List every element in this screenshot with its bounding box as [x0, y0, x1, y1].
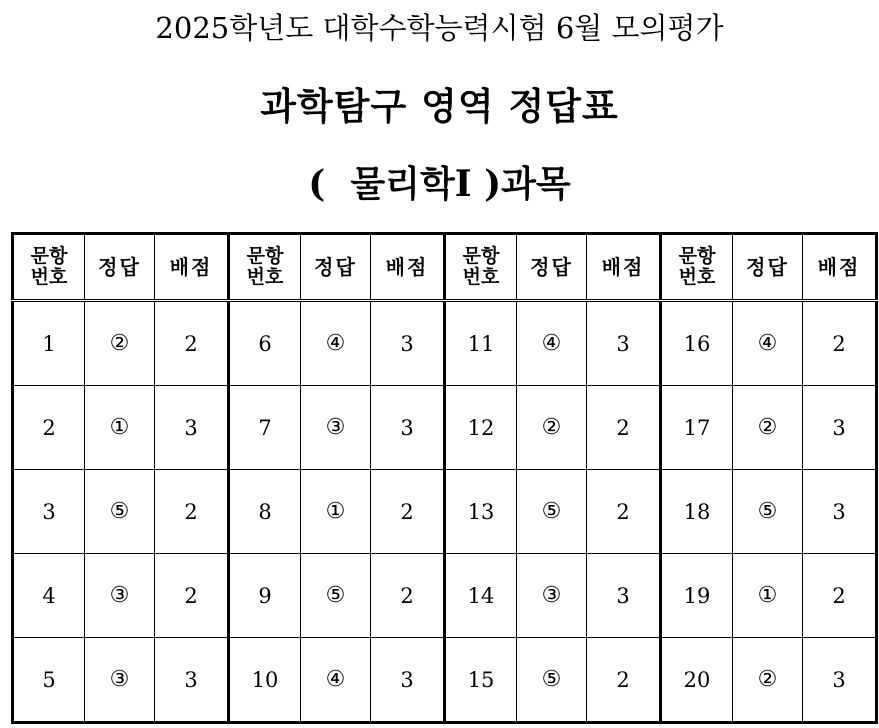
score-cell: 2 [587, 386, 661, 470]
answer-cell: ① [301, 470, 371, 554]
header-score: 배점 [803, 234, 877, 301]
question-number-cell: 20 [661, 638, 733, 723]
exam-title: 2025학년도 대학수학능력시험 6월 모의평가 [155, 11, 724, 45]
answer-table [11, 232, 878, 724]
score-cell: 3 [803, 470, 877, 554]
header-question-number [13, 234, 85, 301]
header-score: 배점 [371, 234, 445, 301]
question-number-cell: 7 [229, 386, 301, 470]
table-row [13, 554, 877, 638]
header-question-number-line1: 문항 [30, 245, 68, 267]
answer-cell: ④ [301, 638, 371, 723]
question-number-cell: 11 [445, 301, 517, 386]
answer-cell: ③ [517, 554, 587, 638]
header-row [13, 234, 877, 301]
header-answer: 정답 [517, 234, 587, 301]
header-question-number [445, 234, 517, 301]
score-cell: 2 [155, 301, 229, 386]
score-cell: 3 [587, 301, 661, 386]
table-row [13, 470, 877, 554]
answer-body [13, 301, 877, 723]
score-cell: 2 [803, 301, 877, 386]
question-number-cell: 9 [229, 554, 301, 638]
question-number-cell: 18 [661, 470, 733, 554]
table-row [13, 638, 877, 723]
section-title: 과학탐구 영역 정답표 [260, 84, 619, 128]
answer-cell: ⑤ [517, 638, 587, 723]
header-question-number-line2: 번호 [30, 266, 68, 288]
header-answer: 정답 [301, 234, 371, 301]
answer-cell: ⑤ [517, 470, 587, 554]
question-number-cell: 1 [13, 301, 85, 386]
answer-cell: ② [733, 386, 803, 470]
answer-cell: ③ [85, 638, 155, 723]
header-answer: 정답 [733, 234, 803, 301]
score-cell: 2 [371, 554, 445, 638]
header-question-number [661, 234, 733, 301]
answer-cell: ④ [517, 301, 587, 386]
question-number-cell: 16 [661, 301, 733, 386]
score-cell: 2 [155, 470, 229, 554]
question-number-cell: 8 [229, 470, 301, 554]
score-cell: 3 [803, 386, 877, 470]
header-question-number-line2: 번호 [246, 266, 284, 288]
answer-cell: ① [85, 386, 155, 470]
table-row [13, 386, 877, 470]
answer-cell: ⑤ [301, 554, 371, 638]
question-number-cell: 13 [445, 470, 517, 554]
score-cell: 3 [803, 638, 877, 723]
score-cell: 2 [803, 554, 877, 638]
score-cell: 2 [155, 554, 229, 638]
score-cell: 2 [587, 638, 661, 723]
header-question-number-line1: 문항 [678, 245, 716, 267]
header-question-number-line1: 문항 [246, 245, 284, 267]
question-number-cell: 14 [445, 554, 517, 638]
answer-cell: ② [733, 638, 803, 723]
question-number-cell: 17 [661, 386, 733, 470]
answer-cell: ③ [301, 386, 371, 470]
question-number-cell: 10 [229, 638, 301, 723]
answer-cell: ⑤ [85, 470, 155, 554]
question-number-cell: 6 [229, 301, 301, 386]
question-number-cell: 12 [445, 386, 517, 470]
header-question-number-line2: 번호 [462, 266, 500, 288]
header-question-number-line1: 문항 [462, 245, 500, 267]
score-cell: 3 [155, 386, 229, 470]
question-number-cell: 2 [13, 386, 85, 470]
subject-title [0, 160, 879, 208]
score-cell: 2 [371, 470, 445, 554]
header-answer: 정답 [85, 234, 155, 301]
score-cell: 3 [371, 386, 445, 470]
question-number-cell: 5 [13, 638, 85, 723]
table-row [13, 301, 877, 386]
answer-cell: ④ [301, 301, 371, 386]
score-cell: 3 [371, 638, 445, 723]
subject-open: ( [308, 163, 351, 205]
score-cell: 2 [587, 470, 661, 554]
question-number-cell: 4 [13, 554, 85, 638]
subject-name: 물리학Ⅰ [350, 163, 472, 205]
answer-cell: ③ [85, 554, 155, 638]
answer-cell: ① [733, 554, 803, 638]
answer-cell: ② [85, 301, 155, 386]
question-number-cell: 3 [13, 470, 85, 554]
subject-close: )과목 [471, 163, 571, 205]
answer-cell: ④ [733, 301, 803, 386]
header-score: 배점 [155, 234, 229, 301]
question-number-cell: 15 [445, 638, 517, 723]
answer-cell: ② [517, 386, 587, 470]
score-cell: 3 [587, 554, 661, 638]
header-score: 배점 [587, 234, 661, 301]
question-number-cell: 19 [661, 554, 733, 638]
score-cell: 3 [155, 638, 229, 723]
score-cell: 3 [371, 301, 445, 386]
header-question-number-line2: 번호 [678, 266, 716, 288]
header-question-number [229, 234, 301, 301]
answer-cell: ⑤ [733, 470, 803, 554]
